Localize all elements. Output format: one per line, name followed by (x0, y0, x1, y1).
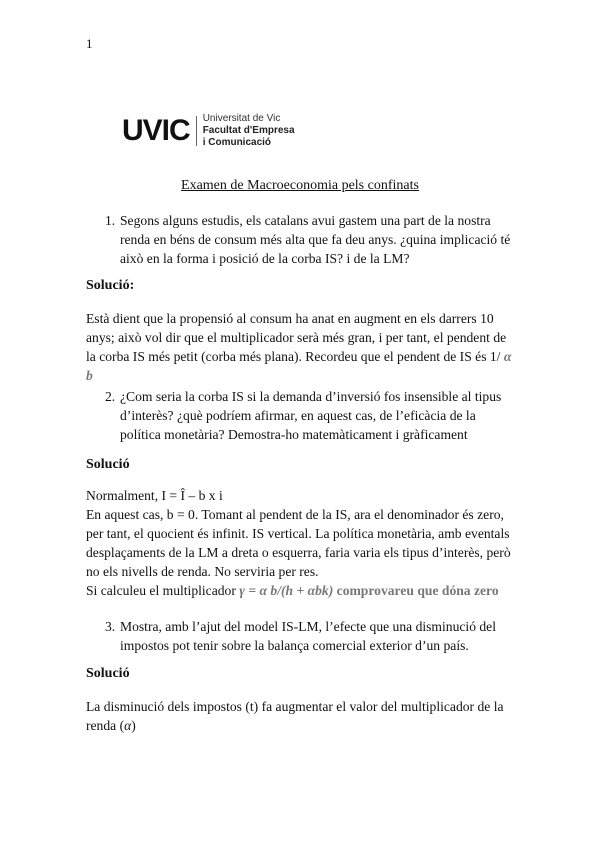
exam-title: Examen de Macroeconomia pels confinats (181, 178, 419, 193)
solution-heading-1: Solució: (86, 278, 135, 293)
solution-multiplier (86, 581, 516, 600)
solution-text: En aquest cas, b = 0. Tomant al pendent de la IS, ara el denominador és zero, per tant, el quocient és infinit. IS vertical. La política monetària, amb eventals desplaçaments de la LM a dreta o esquerra, faria varia els tipus d’interès, però no els nivells de renda. No serviria per res. (86, 507, 511, 579)
question-text: Mostra, amb l’ajut del model IS-LM, l’efecte que una disminució del impostos pot tenir sobre la balança comercial exterior d’un país. (120, 619, 496, 653)
solution-heading-3: Solució (86, 666, 130, 681)
question-number: 2. (105, 389, 116, 404)
multiplier-prefix: Si calculeu el multiplicador (86, 583, 236, 598)
solution-1 (86, 309, 516, 385)
question-text: ¿Com seria la corba IS si la demanda d’inversió fos insensible al tipus d’interès? ¿què podríem afirmar, en aquest cas, de l’eficàcia de la política monetària? Demostra-ho matemàticament i gràficament (120, 389, 502, 442)
uvic-logo (122, 113, 295, 149)
logo-line-1: Universitat de Vic (202, 113, 281, 124)
close-paren: ) (131, 718, 136, 733)
page-number: 1 (86, 36, 93, 51)
logo-mark: UVIC (122, 114, 190, 147)
question-3 (105, 617, 515, 655)
logo-divider (196, 116, 197, 146)
logo-line-2: Facultat d'Empresa (202, 125, 295, 136)
solution-3 (86, 697, 516, 735)
solution-2 (86, 486, 516, 600)
alpha-symbol: α (124, 718, 132, 733)
logo-line-3: i Comunicació (202, 137, 272, 148)
solution-formula: α b (86, 349, 512, 383)
logo-text (203, 113, 295, 149)
solution-text: La disminució dels impostos (t) fa augmentar el valor del multiplicador de la renda ( (86, 699, 504, 733)
question-number: 3. (105, 619, 116, 634)
question-2 (105, 387, 515, 444)
multiplier-formula: γ = α b/(h + αbk) (239, 583, 334, 598)
multiplier-note: comprovareu que dóna zero (336, 583, 499, 598)
solution-line-1: Normalment, I = Î – b x i (86, 488, 223, 503)
solution-heading-2: Solució (86, 457, 130, 472)
question-number: 1. (105, 213, 116, 228)
question-text: Segons alguns estudis, els catalans avui gastem una part de la nostra renda en béns de consum més alta que fa deu anys. ¿quina implicació té això en la forma i posició de la corba IS? i de la LM? (120, 213, 511, 266)
question-1 (105, 211, 515, 268)
solution-text: Està dient que la propensió al consum ha anat en augment en els darrers 10 anys; això vol dir que el multiplicador serà més gran, i per tant, el pendent de la corba IS més petit (corba més plana). Recordeu que el pendent de IS és 1/ (86, 311, 507, 364)
